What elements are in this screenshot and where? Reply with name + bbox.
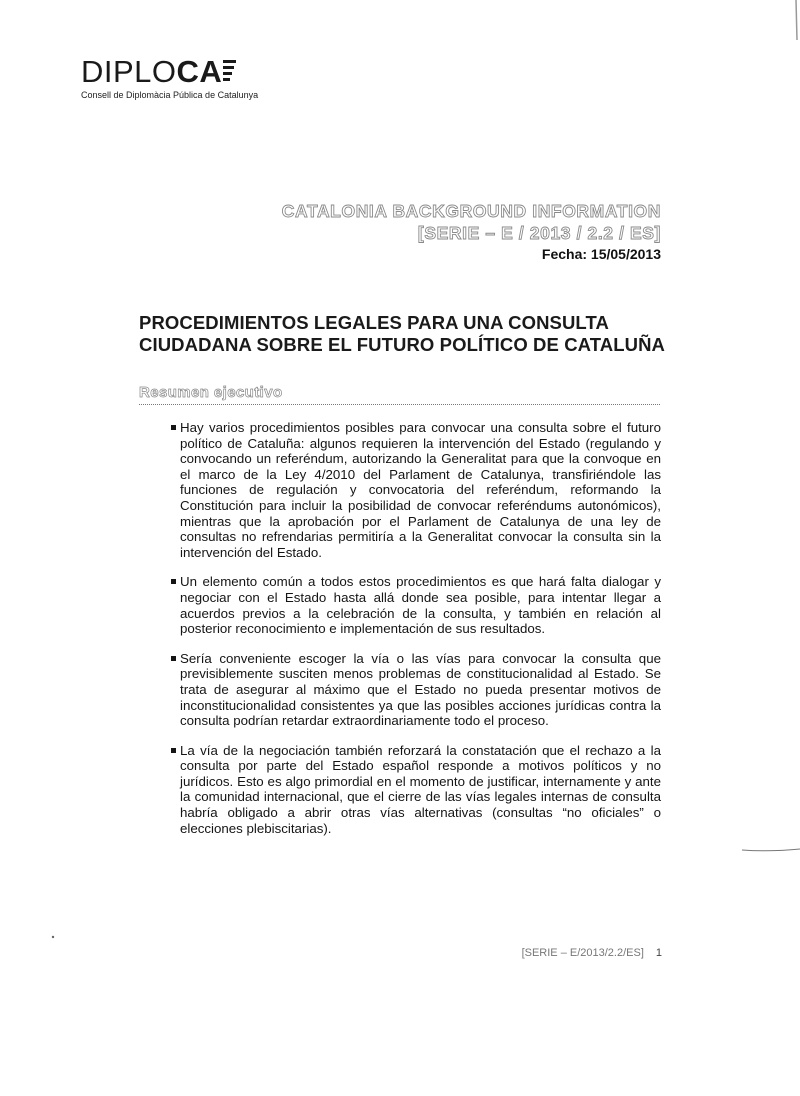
bullet-square-icon [171, 579, 176, 584]
bullet-text: La vía de la negociación también reforzará la constatación que el rechazo a la consulta por parte del Estado español responde a motivos políticos y no jurídicos. Esto es algo primordial en el momento de justificar, internamente y ante la comunidad internacional, que el cierre de las vías legales internas de consulta habría obligado a abrir otras vías alternativas (consultas “no oficiales” o elecciones plebiscitarias). [180, 742, 661, 836]
bullet-text: Sería conveniente escoger la vía o las vías para convocar la consulta que previsiblemente susciten menos problemas de constitucionalidad al Estado. Se trata de asegurar al máximo que el Estado no pueda presentar motivos de inconstitucionalidad consistentes ya que las posibles acciones jurídicas contra la consulta podrían retardar extraordinariamente todo el proceso. [180, 650, 661, 729]
document-title [139, 312, 679, 356]
bullet-list [171, 420, 661, 850]
logo-name-light: DIPLO [81, 54, 177, 89]
bullet-text: Un elemento común a todos estos procedimientos es que hará falta dialogar y negociar con el Estado hasta allá donde sea posible, para intentar llegar a acuerdos previos a la celebración de la consulta, y también en relación al posterior reconocimiento e implementación de sus resultados. [180, 574, 661, 637]
logo-subtitle: Consell de Diplomàcia Pública de Catalunya [81, 90, 259, 100]
series-title: CATALONIA BACKGROUND INFORMATION [281, 201, 661, 221]
logo-wordmark [81, 56, 258, 87]
bullet-square-icon [171, 656, 176, 661]
page-number: 1 [655, 947, 662, 959]
bullet-text: Hay varios procedimientos posibles para convocar una consulta sobre el futuro político de Cataluña: algunos requieren la intervención del Estado (regulando y convocando un referéndum, autorizando la Generalitat para que la convoque en el marco de la Ley 4/2010 del Parlament de Catalunya, transfiriéndole las funciones de regulación y convocatoria del referéndum, reformando la Constitución para incluir la posibilidad de convocar referéndums autonómicos), mientras que la aprobación por el Parlament de Catalunya de una ley de consultas no refrendarias permitiría a la Generalitat convocar la consulta sin la intervención del Estado. [180, 420, 661, 560]
background-info-header [282, 200, 661, 262]
document-title-line-2: CIUDADANA SOBRE EL FUTURO POLÍTICO DE CATALUÑA [139, 334, 666, 355]
footer-serie: [SERIE – E/2013/2.2/ES] [521, 947, 644, 959]
section-heading-text: Resumen ejecutivo [139, 384, 283, 401]
document-title-line-1: PROCEDIMIENTOS LEGALES PARA UNA CONSULTA [139, 312, 609, 333]
document-date: Fecha: 15/05/2013 [541, 246, 661, 262]
section-heading [139, 384, 660, 405]
bullet-item [171, 574, 661, 636]
bullet-square-icon [171, 748, 176, 753]
logo-bars-icon [223, 60, 236, 84]
bullet-item [171, 651, 661, 729]
bullet-square-icon [171, 425, 176, 430]
page-footer [522, 947, 662, 959]
bullet-item [171, 743, 661, 837]
series-code: [SERIE – E / 2013 / 2.2 / ES] [417, 223, 661, 243]
logo-name-bold: CA [176, 54, 223, 89]
bullet-item [171, 420, 661, 560]
logo [81, 56, 258, 100]
